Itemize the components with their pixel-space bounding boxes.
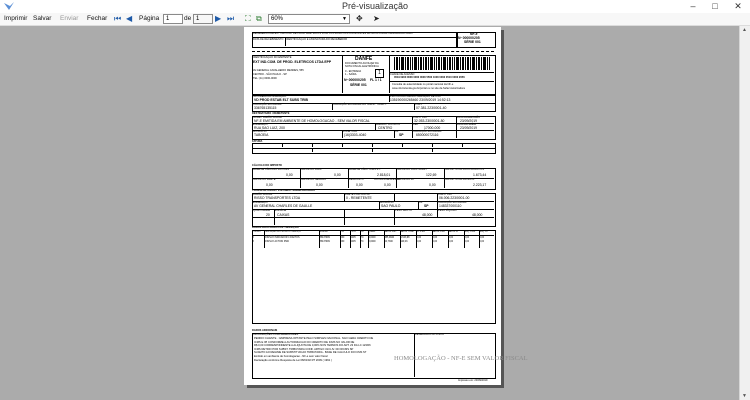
cnpj-label: CNPJ: [415, 103, 422, 106]
pointer-icon[interactable]: ➤: [373, 14, 380, 23]
rule: [312, 143, 313, 147]
rule: [252, 51, 494, 52]
carrier-cnpj-label: CNPJ / CPF: [438, 193, 453, 196]
rule: [372, 143, 373, 147]
column-divider: [360, 230, 361, 248]
rule: [402, 143, 403, 147]
barcode-icon: [394, 57, 490, 70]
cnpj-value: 07.381.223/0001-40: [416, 106, 447, 110]
rule: [312, 148, 313, 152]
items-header-cell: VALOR ICMS: [432, 231, 445, 233]
dest-addr: RUA SAO LUIZ, 200: [254, 126, 285, 130]
items-cell: 4,0000: [368, 237, 376, 239]
carrier-uf: SP: [424, 204, 429, 208]
rule: [412, 116, 413, 138]
items-cell: 385,9940: [384, 237, 395, 239]
items-header-cell: VALOR IPI: [448, 231, 459, 233]
tax-freight: 0,00: [266, 183, 273, 187]
previous-page-icon[interactable]: ◀: [126, 14, 133, 23]
tax-total: 2.223,17: [473, 183, 487, 187]
ie-value: 336765135115: [254, 106, 277, 110]
dest-addr-label: ENDEREÇO: [253, 123, 268, 126]
items-cell: 060: [340, 241, 345, 243]
dest-cnpj-label: CNPJ / CPF: [413, 116, 428, 119]
dest-city: TABOEIA: [254, 133, 269, 137]
save-button[interactable]: Salvar: [33, 15, 52, 22]
dest-date-label: DATA DA EMISSÃO: [457, 116, 481, 119]
dest-ie-label: INSCRIÇÃO ESTADUAL: [413, 130, 442, 133]
items-cell: 129,46: [400, 241, 408, 243]
rule: [456, 116, 457, 138]
column-divider: [368, 230, 369, 248]
danfe-exit: 1 - SAÍDA: [345, 73, 357, 76]
rule: [437, 193, 438, 217]
scroll-down-icon[interactable]: ▼: [742, 393, 747, 399]
rule: [372, 148, 373, 152]
close-window-button[interactable]: ✕: [734, 1, 742, 11]
tax-ipi-label: VALOR DO IPI: [397, 178, 415, 181]
items-table: [252, 230, 496, 324]
dest-phone: (16)3303-4040: [344, 133, 367, 137]
items-cell: 0,00: [416, 237, 421, 239]
next-page-icon[interactable]: ▶: [215, 14, 222, 23]
extra-line: Declaração conforme Resposta de Lei 08/01/02 RT 2009 ( 1991 ): [254, 358, 332, 362]
tax-st-base-label: BASE DE CÁLC. ICMS S.T.: [349, 168, 381, 171]
tax-section: CÁLCULO DO IMPOSTO: [252, 164, 282, 167]
rule: [252, 130, 494, 131]
items-section: DADOS DOS PRODUTOS / SERVIÇOS: [252, 226, 299, 229]
dest-name: NF-E EMITIDA EM AMBIENTE DE HOMOLOGACAO - SEM VALOR FISCAL: [254, 119, 370, 123]
extra-line: ICMS RETIDO POR SUBST. TRIBUTARIA CONF. ARTIGO 313 LIV. DO RICMS SP: [254, 347, 354, 351]
column-divider: [264, 230, 265, 248]
issuer-address-2: CENTRO - SÃO PAULO - SP: [253, 73, 287, 76]
issuer-name: EXT IND.COM. DE PROD. ELETRICOS LTDA EPP: [253, 60, 332, 64]
ie-label: INSCRIÇÃO ESTADUAL: [253, 103, 282, 106]
column-divider: [340, 230, 341, 248]
receipt-title: RECEBEMOS DE EXT IND.COM. DE PROD. ELETRICOS LTDA OS PRODUTOS CONSTANTES DA NOTA FISCAL INDICADA AO LADO: [253, 32, 413, 35]
access-key-value: 3519 0900 0000 0000 0000 5500 1000 0002 0510 0000 2056: [394, 76, 465, 79]
issuer-address-3: TEL: (11) 0000-0000: [253, 77, 277, 80]
column-divider: [416, 230, 417, 248]
pan-icon[interactable]: ✥: [356, 14, 363, 23]
carrier-city-label: MUNICÍPIO: [380, 201, 394, 204]
column-divider: [400, 230, 401, 248]
zoom-width-icon[interactable]: ⧉: [256, 14, 262, 23]
danfe-subtitle-2: NOTA FISCAL ELETRÔNICA: [345, 65, 379, 68]
items-cell: 2,0000: [368, 241, 376, 243]
nfe-number: Nº 000000205: [458, 36, 480, 40]
dest-uf-label: UF: [395, 130, 399, 133]
of-label: de: [184, 15, 192, 22]
danfe-title: DANFE: [355, 56, 373, 62]
carrier-addr-label: ENDEREÇO: [253, 201, 268, 204]
tax-icms-label: VALOR DO ICMS: [301, 168, 322, 171]
vol-species: CAIXAS: [277, 213, 290, 217]
items-cell: PC: [360, 237, 364, 239]
chevron-down-icon: ▼: [342, 16, 347, 22]
danfe-folha: FL 1 / 1: [370, 78, 382, 82]
rule: [252, 217, 494, 218]
tax-ipi: 0,00: [429, 183, 436, 187]
column-divider: [384, 230, 385, 248]
tax-insurance: 0,00: [316, 183, 323, 187]
vol-qty-label: QUANTIDADE: [253, 209, 271, 212]
send-button[interactable]: Enviar: [60, 15, 79, 22]
carrier-ie-label: INSCRIÇÃO ESTADUAL: [438, 201, 467, 204]
items-header-cell: DESCRIÇÃO DO PRODUTO / SERVIÇO: [264, 231, 302, 233]
items-header-cell: CÓDIGO: [252, 231, 261, 233]
dest-date: 23/09/2019: [460, 119, 477, 123]
minimize-button[interactable]: –: [690, 1, 696, 11]
consult-text-2: www.nfe.fazenda.gov.br/portal ou no site da Sefaz Autorizadora: [392, 87, 465, 90]
carrier-addr: AV GENERAL CHARLES DE GAULLE: [254, 204, 313, 208]
danfe-subtitle-1: DOCUMENTO AUXILIAR DA: [345, 62, 379, 65]
carrier-city: SAO PAULO: [381, 204, 401, 208]
extra-line: Emitido em ambiente de homologacao - NF-e sem valor fiscal: [254, 355, 328, 358]
items-header-cell: QUANT.: [368, 231, 376, 233]
extra-line: PEDIDO CLIENTE .: EMPRESA OPTANTE PELO SIMPLES NACIONAL. NAO GERA CREDITO DE: [254, 337, 374, 340]
vol-net: 48,000: [472, 213, 483, 217]
vol-gross: 48,000: [422, 213, 433, 217]
rule: [342, 143, 343, 147]
column-divider: [464, 230, 465, 248]
title-bar: [0, 0, 750, 14]
carrier-freight-label: FRETE POR CONTA: [345, 193, 370, 196]
zoom-value: 60%: [271, 16, 284, 22]
tax-discount: 0,00: [356, 183, 363, 187]
extra-line: ICMS E IPI CONFORME A AUTORIZACAO DO CREDITO DE ICMS NO VALOR DE: [254, 340, 355, 344]
tax-other-label: OUTRAS DESPESAS: [374, 178, 400, 181]
rule: [342, 55, 343, 93]
dest-exit: 23/09/2019: [460, 126, 477, 130]
fatura-box-2: [252, 148, 496, 154]
items-cell: 0,00: [464, 237, 469, 239]
items-cell: 5405: [350, 241, 356, 243]
column-divider: [432, 230, 433, 248]
danfe-type-box: 1: [375, 69, 384, 78]
items-header-cell: VALOR TOTAL: [400, 231, 414, 233]
vol-qty: 20: [266, 213, 270, 217]
fatura-section: FATURA: [252, 140, 263, 143]
scroll-up-icon[interactable]: ▲: [742, 27, 747, 33]
access-key-label: CHAVE DE ACESSO: [390, 73, 415, 76]
tax-total-label: VALOR TOTAL DA NOTA: [445, 178, 475, 181]
receipt-sign-label: IDENTIFICAÇÃO E ASSINATURA DO RECEBEDOR: [286, 38, 348, 41]
items-header-cell: BC ICMS: [416, 231, 425, 233]
carrier-name-label: RAZÃO SOCIAL: [253, 193, 273, 196]
danfe-entry: 0 - ENTRADA: [345, 70, 362, 73]
items-header-cell: CST: [340, 231, 345, 233]
column-divider: [448, 230, 449, 248]
column-divider: [350, 230, 351, 248]
dest-cep: 17000-000: [424, 126, 441, 130]
zoom-select[interactable]: [268, 14, 350, 24]
rule: [252, 235, 494, 236]
dest-district-label: BAIRRO / DISTRITO: [376, 123, 401, 126]
carrier-ie: 148337000110: [439, 204, 462, 208]
reserved-label: RESERVADO AO FISCO: [415, 333, 445, 336]
items-cell: 0,00: [448, 237, 453, 239]
page-total: 1: [193, 14, 213, 24]
items-header-cell: ALÍQ. ICMS: [464, 231, 476, 233]
page-input[interactable]: 1: [163, 14, 183, 24]
items-cell: PC: [360, 241, 364, 243]
extra-line: R$ 0,00 CORRESPONDENTE A ALIQUOTA DE 0,00% NOS TERMOS DO ART. 23 DA LC 123/06: [254, 344, 371, 348]
close-button[interactable]: Fechar: [87, 15, 108, 22]
tax-insurance-label: VALOR DO SEGURO: [301, 178, 327, 181]
issuer-label: IDENTIFICAÇÃO DO EMITENTE: [253, 56, 292, 59]
rule: [282, 143, 283, 147]
column-divider: [319, 230, 320, 248]
items-cell: 85437099: [319, 237, 330, 239]
ie-st-label: INSCRIÇÃO ESTADUAL DO SUBST. TRIBUT.: [333, 103, 387, 106]
items-cell: 0,00: [464, 241, 469, 243]
items-cell: 64,7300: [384, 241, 393, 243]
dest-name-label: NOME / RAZÃO SOCIAL: [253, 116, 283, 119]
column-divider: [479, 230, 480, 248]
items-cell: 060: [340, 237, 345, 239]
protocol-label: PROTOCOLO DE AUTORIZAÇÃO DE USO: [390, 95, 441, 98]
receipt-date-label: DATA DE RECEBIMENTO: [253, 38, 284, 41]
rule: [344, 209, 345, 225]
rule: [252, 209, 494, 210]
items-cell: 85437099: [319, 241, 330, 243]
items-header-cell: VALOR UNIT.: [384, 231, 397, 233]
vol-species-label: ESPÉCIE: [275, 209, 287, 212]
dest-cep-label: CEP: [413, 123, 419, 126]
dest-section: DESTINATÁRIO / REMETENTE: [252, 112, 290, 115]
items-header-cell: NCM/SH: [319, 231, 328, 233]
footer: Impresso em: 23/09/2019: [458, 379, 488, 382]
carrier-cnpj: 06.006.223/0001-00: [439, 196, 470, 200]
extra-section: DADOS ADICIONAIS: [252, 329, 278, 332]
items-cell: 1.543,98: [400, 237, 410, 239]
rule: [394, 193, 395, 201]
vertical-scrollbar[interactable]: [739, 26, 750, 400]
rule: [462, 143, 463, 147]
dest-uf: SP: [399, 133, 404, 137]
rule: [389, 81, 494, 82]
tax-st-base: 2.818,01: [377, 173, 391, 177]
rule: [432, 148, 433, 152]
protocol-value: 135190000265460 23/09/2019 14:52:13: [390, 98, 451, 102]
maximize-button[interactable]: □: [712, 1, 718, 11]
items-cell: 0,00: [479, 241, 484, 243]
issuer-address-1: AV.GENERAL CAVALHEIRO MENDES, 555: [253, 69, 304, 72]
items-cell: 0,00: [479, 237, 484, 239]
first-page-icon[interactable]: ⏮: [114, 14, 122, 23]
items-cell: 3: [252, 241, 254, 243]
tax-other: 0,00: [384, 183, 391, 187]
items-header-cell: CFOP: [350, 231, 357, 233]
dest-district: CENTRO: [378, 126, 393, 130]
items-cell: 5405: [350, 237, 356, 239]
carrier-freight: 0 - REMETENTE: [346, 196, 372, 200]
vol-net-label: PESO LÍQUIDO: [438, 209, 457, 212]
tax-st-label: VALOR DO ICMS SUBST.: [397, 168, 428, 171]
tax-icms: 0,00: [334, 173, 341, 177]
items-cell: 0,00: [448, 241, 453, 243]
dest-city-label: MUNICÍPIO: [253, 130, 267, 133]
extra-line: SUJEITO AO REGIME DE SUBSTITUICAO TRIBUTARIA - BASE DE CALCULO DO ICMS ST: [254, 351, 367, 355]
tax-icms-base-label: BASE DE CÁLCULO DO ICMS: [253, 168, 290, 171]
items-cell: DISPLAY ACTION 3500: [264, 241, 289, 243]
consult-text-1: Consulta de autenticidade no portal nacional da NF-e: [392, 83, 454, 86]
window-title: Pré-visualização: [341, 1, 409, 11]
vol-gross-label: PESO BRUTO: [395, 209, 412, 212]
watermark: HOMOLOGAÇÃO - NF-E SEM VALOR FISCAL: [394, 355, 528, 362]
toolbar: [0, 13, 750, 26]
tax-freight-label: VALOR DO FRETE: [253, 178, 276, 181]
last-page-icon[interactable]: ⏭: [227, 14, 235, 23]
tax-products-label: VALOR TOTAL DOS PRODUTOS: [445, 168, 485, 171]
document-page: [244, 27, 528, 385]
nature-label: NATUREZA DA OPERAÇÃO: [253, 95, 287, 98]
nature-value: VD PROD ESTAB ELT SUBS TRIB: [254, 98, 308, 102]
items-header-cell: UN: [360, 231, 364, 233]
danfe-series: SÉRIE 001: [350, 83, 367, 87]
carrier-section: TRANSPORTADOR / VOLUMES TRANSPORTADOS: [252, 189, 315, 192]
carrier-uf-label: UF: [419, 201, 423, 204]
tax-discount-label: DESCONTO: [349, 178, 364, 181]
page-label: Página: [139, 15, 160, 22]
print-button[interactable]: Imprimir: [4, 15, 28, 22]
dest-phone-label: FONE / FAX: [343, 130, 358, 133]
carrier-name: RISSO TRANSPORTES LTDA: [254, 196, 301, 200]
rule: [432, 143, 433, 147]
dest-cnpj: 32.053.230/0001-80: [414, 119, 445, 123]
tax-products: 1.673,44: [473, 173, 487, 177]
tax-icms-base: 0,00: [286, 173, 293, 177]
danfe-number: Nº 000000205: [344, 78, 366, 82]
extra-label: INFORMAÇÕES COMPLEMENTARES: [253, 333, 299, 336]
items-cell: 2: [252, 237, 254, 239]
items-cell: 0,00: [416, 241, 421, 243]
dest-exit-label: DATA DA SAÍDA: [457, 123, 477, 126]
dest-ie: 650000072116: [416, 133, 439, 137]
items-cell: 0,00: [432, 241, 437, 243]
items-header-cell: ALÍQ. IPI: [479, 231, 488, 233]
items-cell: DISPLAY INDICADOR 4 DIGITOS: [264, 237, 300, 239]
items-cell: 0,00: [432, 237, 437, 239]
tax-st: 122,69: [426, 173, 437, 177]
zoom-page-icon[interactable]: ⛶: [245, 14, 251, 23]
nfe-series: SÉRIE 001: [464, 40, 481, 44]
nfe-label: NF-e: [470, 32, 478, 36]
